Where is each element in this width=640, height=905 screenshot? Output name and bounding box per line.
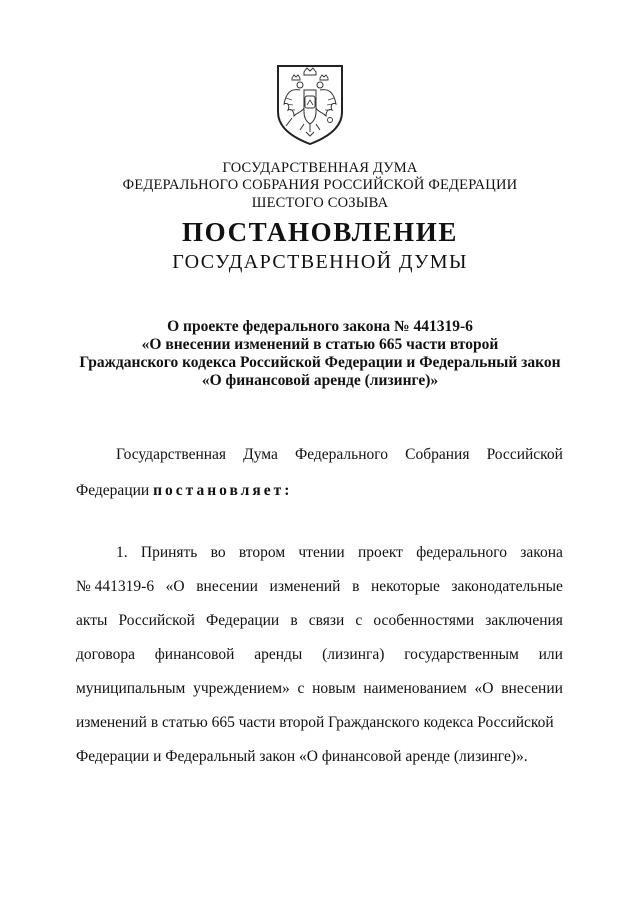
clause-word: государственным <box>404 646 519 663</box>
clause-word: муниципальным <box>76 680 186 697</box>
clause-word: в <box>290 612 298 629</box>
org-line-convocation: ШЕСТОГО СОЗЫВА <box>251 195 389 211</box>
clause-1-line-2 <box>76 577 563 597</box>
clause-word: законодательные <box>451 578 563 595</box>
clause-word: втором <box>238 544 286 561</box>
clause-word: в <box>352 578 360 595</box>
document-title: ПОСТАНОВЛЕНИЕ <box>182 217 458 247</box>
clause-word: № 441319-6 <box>76 578 155 595</box>
clause-word: внесении <box>501 680 563 697</box>
clause-word: договора <box>76 646 135 663</box>
clause-word: «О <box>474 680 494 697</box>
subject-line-2: «О внесении изменений в статью 665 части второй <box>141 336 499 353</box>
clause-word: с <box>297 680 305 697</box>
clause-word: «О <box>165 578 185 595</box>
preamble-word: Собрания <box>405 446 470 463</box>
clause-word: учреждением» <box>193 680 290 697</box>
clause-1-line-6: изменений в статью 665 части второй Гражданского кодекса Российской <box>76 714 554 731</box>
preamble-word: Российской <box>486 446 563 463</box>
preamble-word: Дума <box>243 446 278 463</box>
document-subtitle: ГОСУДАРСТВЕННОЙ ДУМЫ <box>172 251 468 273</box>
clause-word: связи <box>308 612 345 629</box>
preamble-word: Государственная <box>116 446 227 463</box>
clause-1-line-1 <box>116 543 563 563</box>
clause-word: новым <box>312 680 356 697</box>
clause-word: с <box>355 612 363 629</box>
clause-word: аренды <box>254 646 303 663</box>
preamble-line-2 <box>76 481 563 501</box>
clause-word: акты <box>76 612 108 629</box>
clause-word: Принять <box>140 544 198 561</box>
clause-word: 1. <box>116 544 128 561</box>
clause-word: наименованием <box>363 680 467 697</box>
clause-1-line-4 <box>76 645 563 665</box>
clause-word: чтении <box>298 544 345 561</box>
preamble-word: Федерального <box>294 446 389 463</box>
clause-word: некоторые <box>371 578 440 595</box>
clause-word: Российской <box>118 612 195 629</box>
clause-word: особенностями <box>373 612 475 629</box>
subject-line-1: О проекте федерального закона № 441319-6 <box>167 318 473 335</box>
coat-of-arms-icon <box>270 60 350 146</box>
clause-word: заключения <box>485 612 563 629</box>
clause-word: финансовой <box>154 646 235 663</box>
clause-word: проект <box>357 544 403 561</box>
clause-word: закона <box>520 544 563 561</box>
clause-1-line-5 <box>76 679 563 699</box>
clause-word: федерального <box>416 544 508 561</box>
org-line-duma: ГОСУДАРСТВЕННАЯ ДУМА <box>222 160 418 176</box>
clause-1-line-7: Федерации и Федеральный закон «О финансовой аренде (лизинге)». <box>76 748 528 765</box>
clause-word: внесении <box>196 578 258 595</box>
clause-word: (лизинга) <box>322 646 385 663</box>
clause-word: во <box>210 544 226 561</box>
clause-word: изменений <box>269 578 341 595</box>
resolves-word: постановляет: <box>153 482 293 499</box>
subject-line-4: «О финансовой аренде (лизинге)» <box>201 372 439 389</box>
clause-1-line-3 <box>76 611 563 631</box>
preamble-federation: Федерации <box>76 482 154 499</box>
clause-word: Федерации <box>206 612 280 629</box>
subject-line-3: Гражданского кодекса Российской Федерации и Федеральный закон <box>79 354 561 371</box>
org-line-federal-assembly: ФЕДЕРАЛЬНОГО СОБРАНИЯ РОССИЙСКОЙ ФЕДЕРАЦИИ <box>122 177 518 193</box>
clause-word: или <box>538 646 563 663</box>
preamble-line-1 <box>116 445 563 465</box>
